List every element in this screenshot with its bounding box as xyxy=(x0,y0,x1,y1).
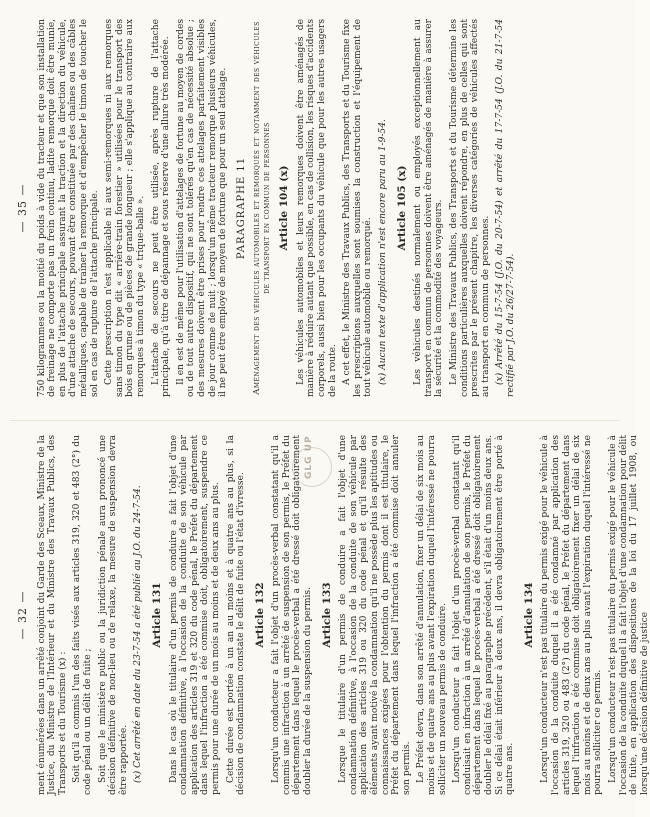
paragraph: Les véhicules destinés normalement ou employés exceptionnellement au transport en commun de personnes doivent être aménagés de manière à assurer la sécurité et la commodité des voyageurs. xyxy=(413,19,445,397)
paragraph: Cette durée est portée à un an au moins et à quatre ans au plus, si la décision de condamnation constate le délit de fuite ou l'état d'ivresse. xyxy=(225,435,247,795)
paragraph: Les véhicules automobiles et leurs remorques doivent être aménagés de manière à réduire autant que possible, en cas de collision, les risques d'accidents corporels, aussi bien pour les occupants du véhicule que pour les autres usagers de la route. xyxy=(295,19,338,397)
paragraph: Lorsqu'un conducteur a fait l'objet d'un procès-verbal constatant qu'il conduisait en infraction à un arrêté d'annulation de son permis, le Préfet du département dans lequel le procès-verbal a été dressé doit obligatoirement doubler le délai fixé au paragraphe précédent, s'il était d'un moins deux ans. Si ce délai était inférieur à deux ans, il devra obligatoirement être porté à quatre ans. xyxy=(452,435,516,795)
article-131-heading: Article 131 xyxy=(150,582,163,648)
page-gutter xyxy=(10,420,620,421)
paragraph: Soit que le ministère public ou la juridiction pénale aura prononcé une décision définitive de non-lieu ou de relaxe, la mesure de suspension devra être rapportée. xyxy=(97,435,129,795)
paragraph-11-heading: PARAGRAPHE 11 xyxy=(235,156,247,260)
article-104-heading: Article 104 (x) xyxy=(278,165,291,251)
article-132-heading: Article 132 xyxy=(253,582,266,648)
paragraph: Lorsqu'un conducteur n'est pas titulaire du permis exigé pour le véhicule à l'occasion de la conduite duquel il a fait l'objet d'une condamnation pour délit de fuite, en application des dispositions de la loi du 17 juillet 1908, ou lorsqu'une décision définitive de justice xyxy=(607,435,650,795)
library-stamp-text: GLG UP xyxy=(304,435,314,479)
footnote: (x) Aucun texte d'application n'est encore paru au 1-9-54. xyxy=(378,119,389,385)
paragraph: Le Ministre des Travaux Publics, des Transports et du Tourisme détermine les conditions particulières auxquelles doivent répondre, en plus de celles qui sont prescrites par le présent chapitre, les diverses catégories de véhicules affectés au transport en commun de personnes. xyxy=(449,19,491,397)
paragraph: Le Préfet devra, dans son arrêté d'annulation, fixer un délai de six mois au moins et de quatre ans au plus avant l'expiration duquel l'intéressé ne pourra solliciter un nouveau permis de conduire. xyxy=(416,435,448,795)
section-title: Aménagement des véhicules automobiles et remorqués et notamment des véhicules de transport en commun de personnes xyxy=(251,21,272,395)
paragraph: 750 kilogrammes ou la moitié du poids à vide du tracteur et que son installation de freinage ne comporte pas un frein continu, ladite remorque doit être munie, en plus de l'attache principale assurant la traction et la direction du véhicule, d'une attache de secours, pouvant être constituée par des chaînes ou des câbles métalliques, capable de traîner la remorque et d'empêcher le timon de toucher le sol en cas de rupture de l'attache principale. xyxy=(36,19,100,397)
page-number-35: — 35 — xyxy=(16,183,29,233)
paragraph: Lorsque le titulaire d'un permis de conduire a fait l'objet d'une condamnation définitive, à l'occasion de la conduite de son véhicule par application des articles 319 ou 320 du code pénal et qu'il résulte des éléments ayant motivé la condamnation qu'il ne possède plus les aptitudes ou connaissances exigées pour l'obtention du permis dont il est titulaire, le Préfet du département dans lequel l'infraction a été commise doit annuler son permis. xyxy=(338,435,412,795)
article-133-heading: Article 133 xyxy=(320,582,333,648)
paragraph: Cette prescription n'est applicable ni aux semi-remorques ni aux remorques sans timon du type dit « arrière-train forestier » utilisées pour le transport des bois en grume ou de pièces de grande longueur ; elle s'applique au contraire aux remorques à timon du type « trique-balle ». xyxy=(104,19,146,397)
paragraph: Lorsqu'un conducteur a fait l'objet d'un procès-verbal constatant qu'il a commis une infraction à un arrêté de suspension de son permis, le Préfet du département dans lequel le procès-verbal a été dressé doit obligatoirement doubler la durée de la suspension du permis. xyxy=(271,435,314,795)
paragraph: Lorsqu'un conducteur n'est pas titulaire du permis exigé pour le véhicule à l'occasion de la conduite duquel il a été condamné par application des articles 319, 320 ou 483 (2°) du code pénal, le Préfet du département dans lequel l'infraction a été commise doit obligatoirement fixer un délai de six mois au moins et de deux ans au plus avant l'expiration duquel l'intéressé ne pourra solliciter ce permis. xyxy=(540,435,604,795)
paragraph: L'attache de secours ne peut être utilisée, après rupture de l'attache principale, qu'à titre de dépannage et sous réserve d'une allure très modérée. xyxy=(150,19,172,397)
footnote: (x) Cet arrêté en date du 23-7-54 a été publié au J.O. du 24-7-54. xyxy=(133,485,144,783)
footnote: (x) Arrêté du 15-7-54 (J.O. du 20-7-54) et arrêté du 17-7-54 (J.O. du 21-7-54 rectifié par J.O. du 26/27-7-54). xyxy=(495,19,516,397)
article-134-heading: Article 134 xyxy=(522,582,535,648)
paragraph: Soit qu'il a commis l'un des faits visés aux articles 319, 320 et 483 (2°) du code pénal ou un délit de fuite ; xyxy=(72,435,93,795)
right-page xyxy=(18,19,618,397)
page-number-32: — 32 — xyxy=(16,590,29,640)
paragraph: A cet effet, le Ministre des Travaux Publics, des Transports et du Tourisme fixe les prescriptions auxquelles sont soumises la construction et l'équipement de tout véhicule automobile ou remorqué. xyxy=(342,19,374,397)
intro-paragraph: ment énumérées dans un arrêté conjoint du Garde des Sceaux, Ministre de la Justice, du Ministre de l'Intérieur et du Ministre des Travaux Publics, des Transports et du Tourisme (x) : xyxy=(36,435,68,795)
left-page xyxy=(16,435,650,795)
article-105-heading: Article 105 (x) xyxy=(395,165,408,251)
paragraph: Dans le cas où le titulaire d'un permis de conduire a fait l'objet d'une condamnation définitive, à l'occasion de la conduite de son véhicule par application des articles 319 et 320 du code pénal, le Préfet du département dans lequel l'infraction a été commise doit, obligatoirement, suspendre ce permis pour une durée de un mois au moins et de deux ans au plus. xyxy=(168,435,221,795)
paragraph: Il en est de même pour l'utilisation d'attelages de fortune au moyen de cordes ou de tout autre dispositif, qui ne sont tolérés qu'en cas de nécessité absolue ; des mesures doivent être prises pour rendre ces attelages parfaitement visibles de jour comme de nuit ; lorsqu'un même tracteur remorque plusieurs véhicules, il ne peut être employé de moyen de fortune que pour un seul attelage. xyxy=(175,19,229,397)
